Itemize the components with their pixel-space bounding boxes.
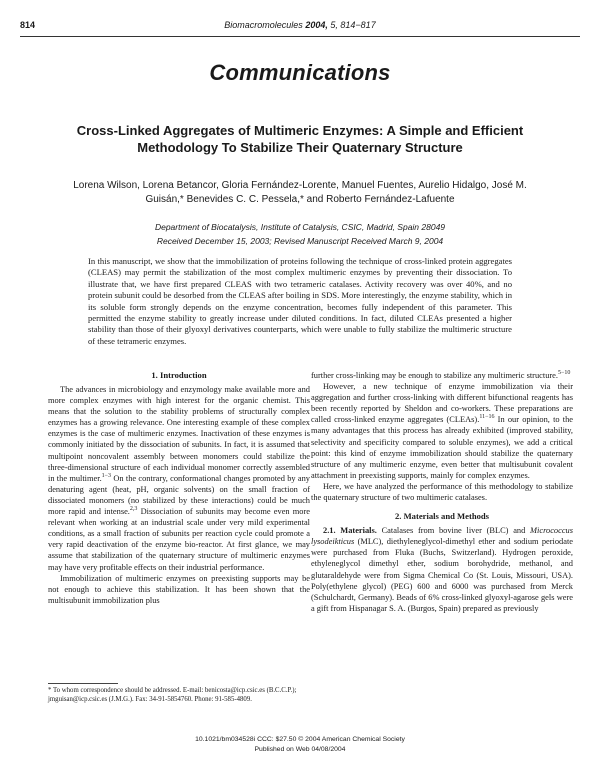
journal-pages: 814−817 (340, 20, 376, 30)
journal-volume: 5, (330, 20, 338, 30)
intro-text-a: The advances in microbiology and enzymology make available more and more complex enzymes with high interest for the organic chemist. This means that the solution to the stability problems of structurally complex enzymes has a growing relevance. One interesting example of these complex enzymes is the case of multimeric enzymes. Inactivation of these enzymes is commonly initiated by the dissociation of subunits. In fact, it is assumed that multipoint noncovalent assembly between monomers could stabilize the three-dimensional structure of each individual monomer correctly assembled in the multimer. (48, 385, 310, 483)
affiliation: Department of Biocatalysis, Institute of Catalysis, CSIC, Madrid, Spain 28049 (154, 222, 446, 232)
right-text-b: However, a new technique of enzyme immobilization via their aggregation and further cross-linking with different bifunctional reagents has been recently reported by Sheldon and co-workers. These preparations are called cross-linked enzyme aggregates (CLEAs). (311, 382, 573, 425)
doi-line: 10.1021/bm034528i CCC: $27.50 © 2004 American Chemical Society (195, 736, 405, 743)
intro-text-b: On the contrary, conformational changes promoted by any denaturing agent (heat, pH, organic solvents) on the small fraction of dissociated monomers (no stabilized by these interactions) could be much more rapid and intense. (48, 473, 310, 517)
section-banner: Communications (209, 60, 391, 85)
materials-text-b: (MLC), diethyleneglycol-dimethyl ether and sodium periodate were purchased from Fluka (Buchs, Switzerland). Hydrogen peroxide, ethyleneglycol dimethyl ether, sodium borohydride, methanol, and glutaraldehyde were from Sigma Chemical Co (St. Louis, Missouri, USA). Poly(ethylene glycol) (PEG) 600 and 6000 was purchased from Merck (Schulchardt, Germany). Beads of 6% cross-linked glyoxyl-agarose gels were a gift from Hispanagar S. A. (Burgos, Spain) prepared as previously (311, 537, 573, 613)
right-column (311, 370, 573, 614)
species-name: Micrococcus lysodeikticus (311, 526, 573, 547)
article-authors: Lorena Wilson, Lorena Betancor, Gloria Fernández-Lorente, Manuel Fuentes, Aurelio Hidalgo, José M. Guisán,* Benevides C. C. Pessela,* and Roberto Fernández-Lafuente (73, 180, 527, 205)
received-dates: Received December 15, 2003; Revised Manuscript Received March 9, 2004 (156, 236, 444, 246)
methods-heading: 2. Materials and Methods (394, 511, 490, 522)
ref-superscript: 11−16 (479, 414, 495, 421)
left-column (48, 370, 310, 606)
right-text-c: In our opinion, to the many advantages that this process has already exhibited (improved stability, selectivity and specificity compared to soluble enzymes), we add a critical point: this kind of enzyme immobilization should stabilize the quaternary structure of any multimeric enzyme, even better that multisubunit covalent attachment in preexisting supports, mainly for complex enzymes. (311, 415, 574, 480)
page-number: 814 (20, 20, 36, 30)
ref-superscript: 5−10 (558, 370, 571, 377)
right-paragraph-3: Here, we have analyzed the performance of this methodology to stabilize the quaternary structure of two multimeric catalases. (311, 481, 573, 503)
article-title: Cross-Linked Aggregates of Multimeric Enzymes: A Simple and Efficient Methodology To Stabilize Their Quaternary Structure (76, 123, 524, 155)
right-text-a: further cross-linking may be enough to stabilize any multimeric structure. (311, 371, 558, 380)
intro-paragraph-1 (48, 384, 310, 573)
ref-superscript: 1−3 (101, 472, 112, 479)
materials-paragraph (311, 525, 573, 614)
intro-heading: 1. Introduction (151, 370, 207, 380)
ref-superscript: 2,3 (129, 506, 138, 513)
header-rule (20, 36, 580, 37)
materials-text-a: Catalases from bovine liver (BLC) and (376, 526, 531, 536)
abstract: In this manuscript, we show that the immobilization of proteins following the technique of cross-linked protein aggregates (CLEAS) may permit the stabilization of the most complex multimeric enzymes by preventing their dissociation. To illustrate that, we have first prepared CLEAS with two tetrameric catalases. Activity recovery was over 40%, and no protein subunit could be desorbed from the CLEAS after boiling in SDS. More interestingly, the enzyme stability, which in its soluble form strongly depends on the enzyme concentration, becomes fully independent of this parameter. This permitted the enzyme stability to greatly increase under diluted conditions. In fact, diluted CLEAs presented a higher stability than those of their glyoxyl derivatives counterparts, which were unable to fully stabilize the multimeric structure of these tetrameric enzymes. (88, 256, 512, 346)
journal-year: 2004, (305, 20, 328, 30)
right-paragraph-1 (311, 370, 573, 381)
running-head (0, 20, 600, 30)
intro-paragraph-2: Immobilization of multimeric enzymes on preexisting supports may be not enough to achieve this stabilization. It has been shown that the multisubunit immobilization plus (48, 573, 310, 605)
right-paragraph-2 (311, 381, 573, 481)
intro-text-c: Dissociation of subunits may become even more relevant when working at an industrial scale under very mild experimental conditions, as a small fraction of subunits per reaction cycle could promote a very rapid deactivation of the enzyme bio-reactor. At first glance, we may assume that stabilization of the quaternary structure of multimeric enzymes may have very profitable effects on their industrial performance. (48, 507, 310, 572)
footnote-rule (48, 683, 118, 684)
materials-subheading: 2.1. Materials. (323, 526, 377, 536)
correspondence-footnote: * To whom correspondence should be addressed. E-mail: benicosta@icp.csic.es (B.C.C.P.); jmguisan@icp.csic.es (J.M.G.). Fax: 34-91-5854760. Phone: 91-585-4809. (48, 687, 297, 703)
published-date: Published on Web 04/08/2004 (254, 746, 346, 753)
spacer (311, 503, 573, 511)
journal-name: Biomacromolecules (224, 20, 303, 30)
